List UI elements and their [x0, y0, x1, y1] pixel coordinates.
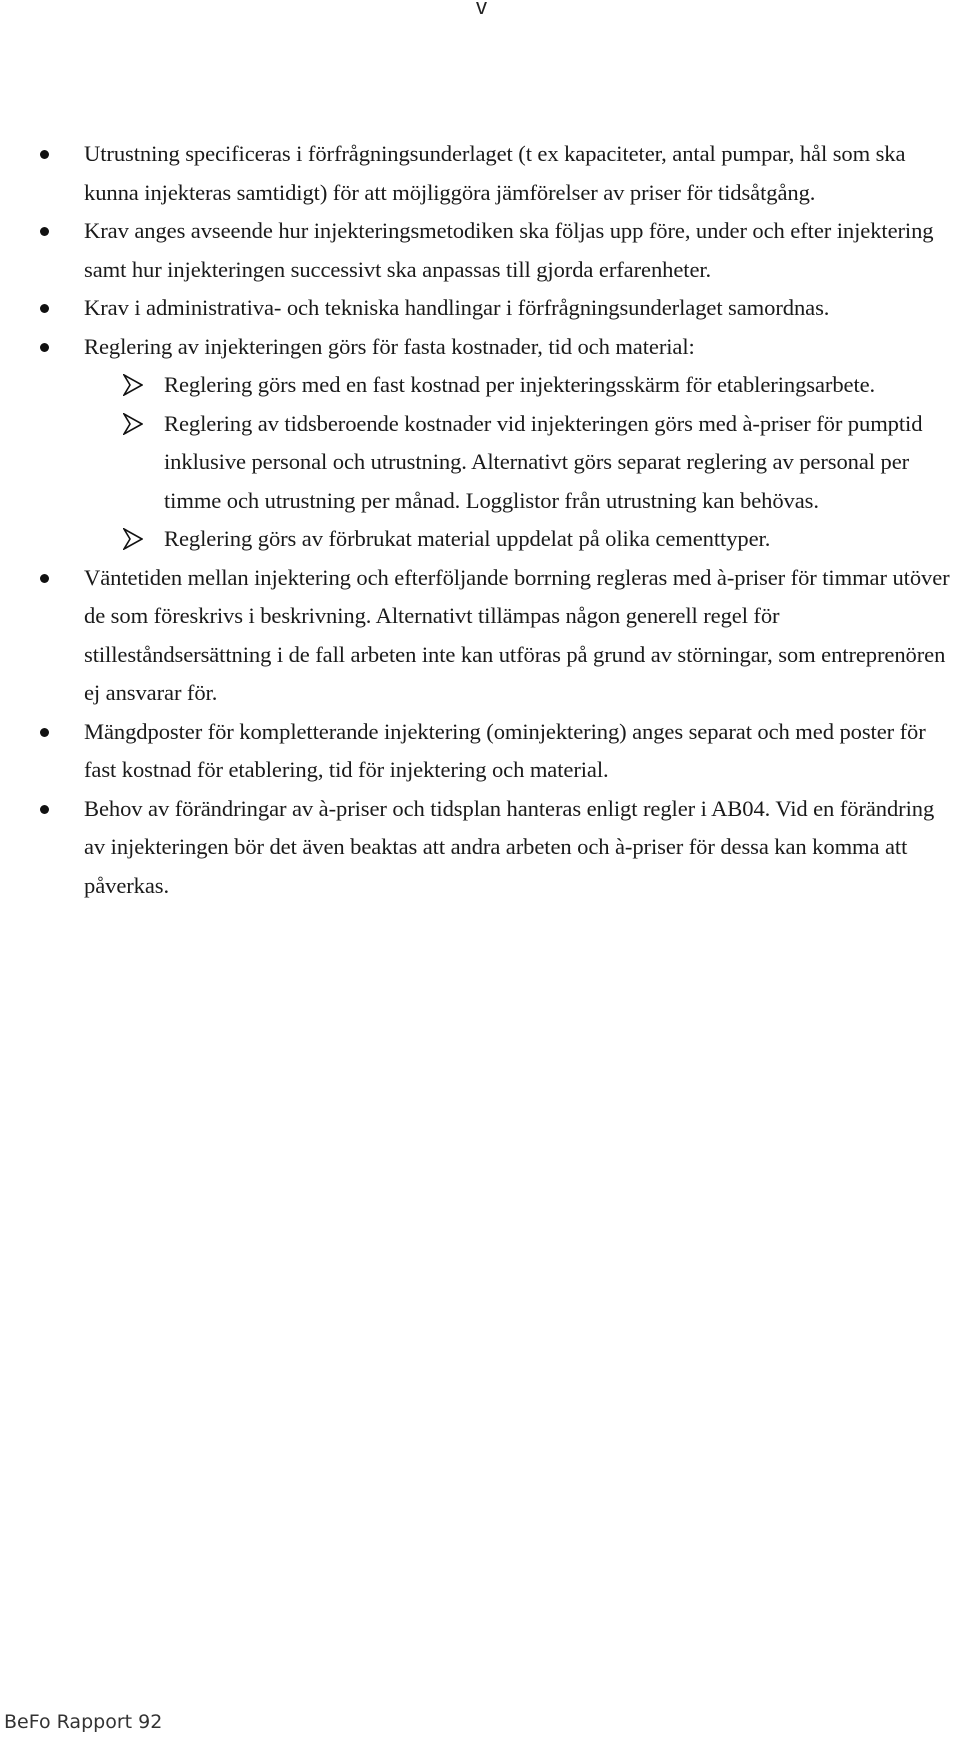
- bullet-icon: [40, 304, 49, 313]
- bullet-icon: [40, 574, 49, 583]
- list-item-text: Reglering av injekteringen görs för fasta kostnader, tid och material:: [84, 333, 695, 359]
- footer-report-label: BeFo Rapport 92: [4, 1711, 163, 1733]
- page-top-mark: v: [476, 0, 487, 19]
- sub-bullet-list: [0, 366, 960, 559]
- bullet-list: [0, 135, 960, 366]
- bullet-list: [0, 559, 960, 906]
- list-item-text: Väntetiden mellan injektering och efterföljande borrning regleras med à-priser för timmar utöver de som föreskrivs i beskrivning. Alternativt tillämpas någon generell regel för stilleståndsersättning i de fall arbeten inte kan utföras på grund av störningar, som entreprenören ej ansvarar för.: [84, 564, 950, 705]
- list-item: [0, 713, 960, 790]
- sub-list-item-text: Reglering av tidsberoende kostnader vid injekteringen görs med à-priser för pumptid inklusive personal och utrustning. Alternativt görs separat reglering av personal per timme och utrustning per månad. Logglistor från utrustning kan behövas.: [164, 410, 923, 513]
- list-item: [0, 328, 960, 367]
- bullet-icon: [40, 805, 49, 814]
- arrow-bullet-icon: [123, 413, 143, 435]
- list-item-text: Behov av förändringar av à-priser och tidsplan hanteras enligt regler i AB04. Vid en förändring av injekteringen bör det även beaktas att andra arbeten och à-priser för dessa kan komma att påverkas.: [84, 795, 935, 898]
- list-item: [0, 135, 960, 212]
- list-item: [0, 289, 960, 328]
- sub-list-item: [0, 520, 960, 559]
- list-item: [0, 212, 960, 289]
- document-body: [0, 135, 960, 905]
- bullet-icon: [40, 150, 49, 159]
- bullet-icon: [40, 343, 49, 352]
- arrow-bullet-icon: [123, 374, 143, 396]
- sub-list-item-text: Reglering görs med en fast kostnad per injekteringsskärm för etableringsarbete.: [164, 372, 876, 397]
- bullet-icon: [40, 227, 49, 236]
- list-item-text: Mängdposter för kompletterande injektering (ominjektering) anges separat och med poster för fast kostnad för etablering, tid för injektering och material.: [84, 718, 926, 782]
- list-item: [0, 790, 960, 906]
- list-item-text: Utrustning specificeras i förfrågningsunderlaget (t ex kapaciteter, antal pumpar, hål som ska kunna injekteras samtidigt) för att möjliggöra jämförelser av priser för tidsåtgång.: [84, 141, 906, 205]
- sub-list-item-text: Reglering görs av förbrukat material uppdelat på olika cementtyper.: [164, 526, 771, 551]
- list-item-text: Krav i administrativa- och tekniska handlingar i förfrågningsunderlaget samordnas.: [84, 295, 830, 320]
- sub-list-item: [0, 405, 960, 521]
- sub-list-item: [0, 366, 960, 405]
- list-item-text: Krav anges avseende hur injekteringsmetodiken ska följas upp före, under och efter injektering samt hur injekteringen successivt ska anpassas till gjorda erfarenheter.: [84, 218, 934, 282]
- arrow-bullet-icon: [123, 528, 143, 550]
- bullet-icon: [40, 728, 49, 737]
- list-item: [0, 559, 960, 713]
